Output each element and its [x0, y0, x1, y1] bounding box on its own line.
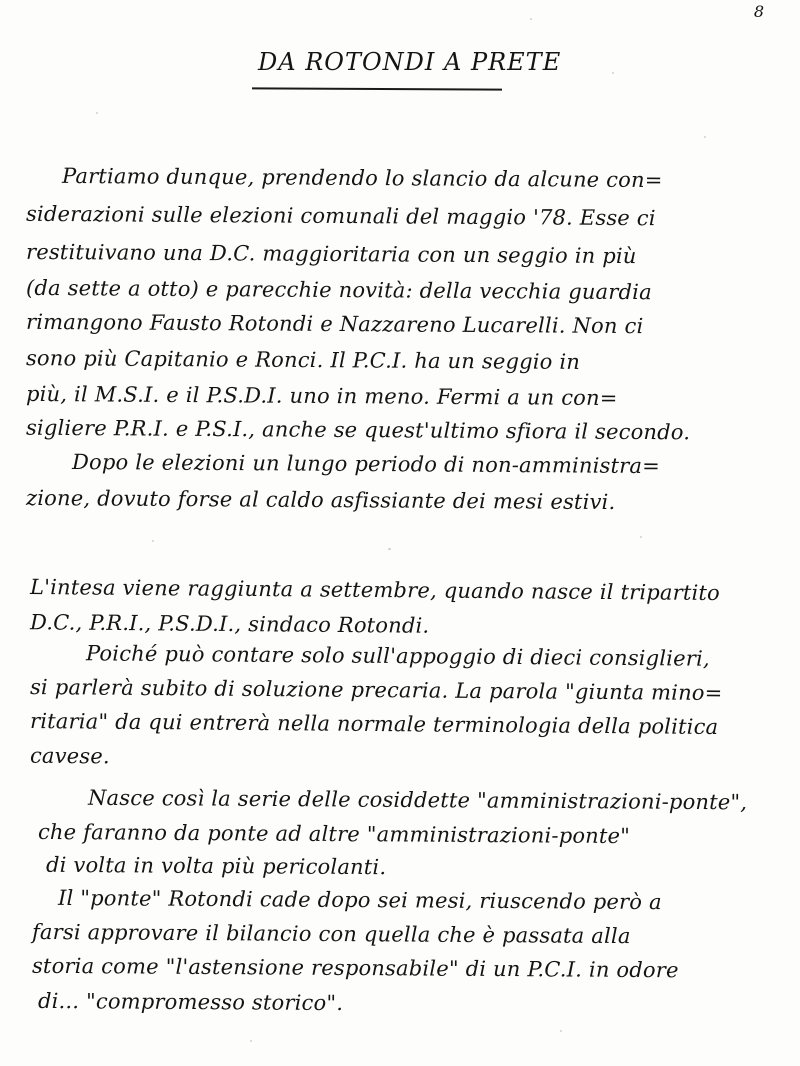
text-line: si parlerà subito di soluzione precaria. La parola "giunta mino= [29, 674, 723, 706]
text-line: Nasce così la serie delle cosiddette "amministrazioni-ponte", [87, 785, 748, 815]
text-line: sono più Capitanio e Ronci. Il P.C.I. ha un seggio in [25, 346, 581, 374]
scan-speck [704, 136, 706, 138]
scan-speck [640, 536, 642, 538]
text-line: storia come "l'astensione responsabile" di un P.C.I. in odore [31, 953, 679, 983]
page-number: 8 [753, 2, 764, 21]
text-line: di... "compromesso storico". [37, 988, 344, 1016]
text-line: L'intesa viene raggiunta a settembre, quando nasce il tripartito [29, 574, 721, 606]
text-line: cavese. [29, 743, 110, 769]
scan-speck [152, 540, 154, 542]
text-line: più, il M.S.I. e il P.S.D.I. uno in meno. Fermi a un con= [25, 381, 618, 411]
text-line: che faranno da ponte ad altre "amministrazioni-ponte" [37, 819, 631, 849]
scan-speck [96, 112, 98, 114]
scan-speck [612, 72, 614, 74]
text-line: zione, dovuto forse al caldo asfissiante dei mesi estivi. [25, 485, 616, 515]
text-line: siderazioni sulle elezioni comunali del maggio '78. Esse ci [25, 201, 656, 231]
text-line: ritaria" da qui entrerà nella normale terminologia della politica [29, 708, 719, 740]
scan-speck [530, 18, 532, 20]
text-line: Il "ponte" Rotondi cade dopo sei mesi, riuscendo però a [57, 885, 662, 915]
text-line: Partiamo dunque, prendendo lo slancio da alcune con= [61, 163, 663, 193]
text-line: Poiché può contare solo sull'appoggio di dieci consiglieri, [85, 641, 710, 671]
title-underline [252, 87, 502, 90]
text-line: farsi approvare il bilancio con quella che è passata alla [31, 919, 631, 949]
text-line: sigliere P.R.I. e P.S.I., anche se quest'ultimo sfiora il secondo. [25, 415, 691, 445]
text-line: restituivano una D.C. maggioritaria con un seggio in più [25, 239, 637, 269]
text-line: D.C., P.R.I., P.S.D.I., sindaco Rotondi. [29, 610, 430, 638]
scan-speck [250, 1040, 252, 1042]
scan-speck [388, 548, 391, 550]
text-line: di volta in volta più pericolanti. [45, 852, 387, 880]
page-title: DA ROTONDI A PRETE [258, 48, 562, 76]
scan-speck [560, 1030, 562, 1032]
text-line: (da sette a otto) e parecchie novità: della vecchia guardia [25, 275, 652, 305]
text-line: Dopo le elezioni un lungo periodo di non-amministra= [71, 449, 661, 479]
text-line: rimangono Fausto Rotondi e Nazzareno Lucarelli. Non ci [25, 309, 644, 339]
